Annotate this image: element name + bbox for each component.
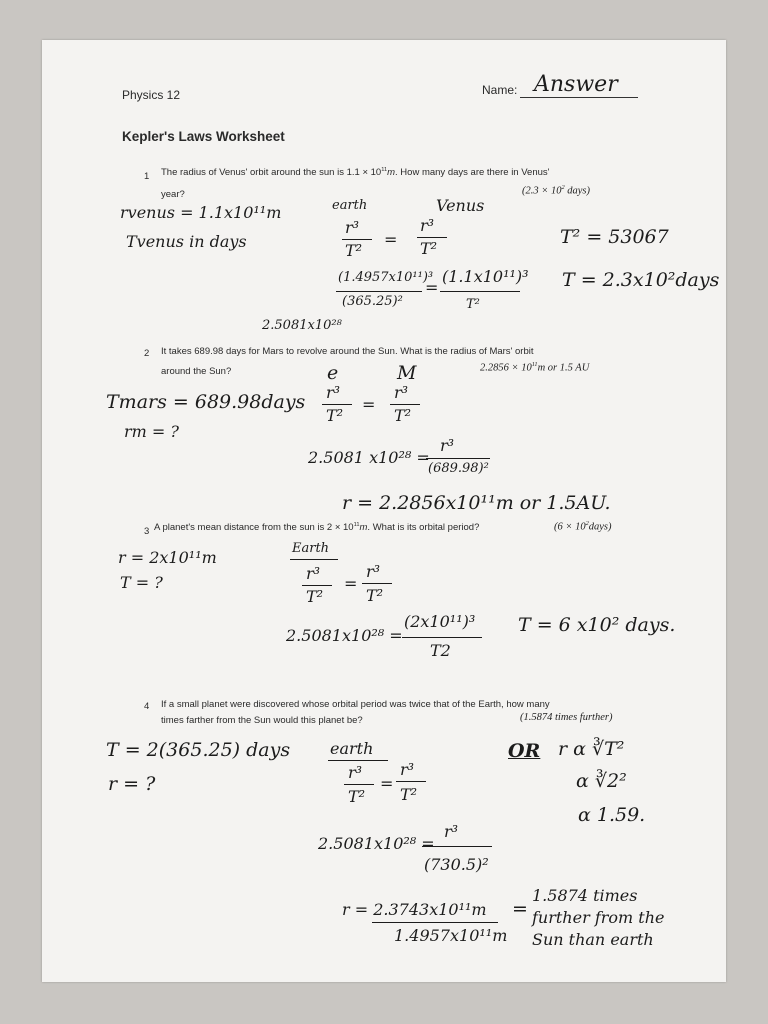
q1-t2-result: T² = 53067 xyxy=(560,226,669,248)
q2-eq-den-right: T² xyxy=(394,406,412,425)
q2-eq-sign: = xyxy=(362,395,376,414)
q1-eq-den-right: T² xyxy=(420,239,438,258)
q3-eq-bar-right xyxy=(362,583,392,584)
q4-alt-step2: α ∛2² xyxy=(576,770,627,792)
q2-eq-num-left: r³ xyxy=(326,383,341,402)
name-underline xyxy=(520,97,638,98)
q2-eq-num-right: r³ xyxy=(394,383,409,402)
q4-alt-step3: α 1.59. xyxy=(578,804,646,826)
q4-answer: (1.5874 times further) xyxy=(520,712,613,723)
q1-given-period: Tvenus in days xyxy=(126,232,247,251)
q1-sub-den-left: (365.25)² xyxy=(342,294,403,309)
q4-eq-num-left: r³ xyxy=(348,763,363,782)
q1-sub-num-left: (1.4957x10¹¹)³ xyxy=(338,270,434,285)
q2-number: 2 xyxy=(144,348,150,359)
q2-label-m: M xyxy=(397,362,417,384)
q1-label-venus: Venus xyxy=(436,196,485,215)
q4-number: 4 xyxy=(144,701,150,712)
q1-given-radius: rvenus = 1.1x10¹¹m xyxy=(120,203,282,222)
q4-label-earth: earth xyxy=(330,739,374,758)
q3-t-result: T = 6 x10² days. xyxy=(518,614,676,636)
q4-label-underline xyxy=(328,760,388,761)
q3-number: 3 xyxy=(144,526,150,537)
q2-eq-bar-right xyxy=(390,404,420,405)
q1-eq-bar-right xyxy=(417,237,447,238)
q4-eq-num-right: r³ xyxy=(400,760,415,779)
q3-eq-den-left: T² xyxy=(306,587,324,606)
q2-eq-den-left: T² xyxy=(326,406,344,425)
q4-ratio-bar xyxy=(372,922,498,923)
q1-sub-bar-right xyxy=(440,291,520,292)
q3-answer: $(6 \times 10^2days)$ xyxy=(554,520,612,533)
q2-sub-den: (689.98)² xyxy=(428,461,489,476)
q4-eq-bar-right xyxy=(396,781,426,782)
q3-given-radius: r = 2x10¹¹m xyxy=(118,548,217,567)
q4-text-line2: times farther from the Sun would this planet be? xyxy=(161,715,363,726)
q2-eq-bar-left xyxy=(322,404,352,405)
q4-conclusion-line3: Sun than earth xyxy=(532,930,654,949)
q2-sub-bar xyxy=(426,458,490,459)
q1-eq-sign: = xyxy=(384,230,398,249)
q3-sub-num: (2x10¹¹)³ xyxy=(404,612,476,631)
q4-conclusion-line1: 1.5874 times xyxy=(532,886,638,905)
q1-k-constant: 2.5081x10²⁸ xyxy=(262,318,342,333)
q4-or-label: OR xyxy=(508,740,541,762)
q3-sub-bar xyxy=(402,637,482,638)
q2-sub-left: 2.5081 x10²⁸ = xyxy=(308,448,430,467)
q2-label-e: e xyxy=(327,362,339,384)
q3-text-line1: A planet's mean distance from the sun is $2 \times 10^{11}m$. What is its orbital period? xyxy=(154,522,480,534)
q2-given-radius: rm = ? xyxy=(124,422,179,441)
q4-sub-left: 2.5081x10²⁸ = xyxy=(318,834,435,853)
q4-sub-den: (730.5)² xyxy=(424,855,489,874)
name-value: Answer xyxy=(534,72,618,97)
q4-eq-den-left: T² xyxy=(348,787,366,806)
q1-sub-den-right: T² xyxy=(466,297,480,312)
q3-eq-num-left: r³ xyxy=(306,564,321,583)
q4-eq-sign: = xyxy=(380,774,394,793)
q4-given-period: T = 2(365.25) days xyxy=(106,739,291,761)
q1-answer: ($2.3 \times 10^2$ days) xyxy=(522,184,590,197)
q1-sub-eq: = xyxy=(425,278,439,297)
q4-sub-num: r³ xyxy=(444,822,459,841)
q3-sub-left: 2.5081x10²⁸ = xyxy=(286,626,403,645)
q2-r-result: r = 2.2856x10¹¹m or 1.5AU. xyxy=(342,492,611,514)
q4-ratio-den: 1.4957x10¹¹m xyxy=(394,926,508,945)
q4-ratio-eq: = xyxy=(512,898,528,920)
q3-label-earth: Earth xyxy=(292,541,330,556)
q1-eq-bar-left xyxy=(342,239,372,240)
q2-sub-num: r³ xyxy=(440,436,455,455)
q4-conclusion-line2: further from the xyxy=(532,908,665,927)
q3-eq-den-right: T² xyxy=(366,586,384,605)
q4-eq-den-right: T² xyxy=(400,785,418,804)
q1-t-result: T = 2.3x10²days xyxy=(562,269,720,291)
q3-eq-bar-left xyxy=(302,585,332,586)
q1-sub-bar-left xyxy=(336,291,422,292)
q1-number: 1 xyxy=(144,171,150,182)
q4-ratio-num: r = 2.3743x10¹¹m xyxy=(342,900,487,919)
course-label: Physics 12 xyxy=(122,88,181,102)
q3-eq-num-right: r³ xyxy=(366,562,381,581)
q1-text-line1: The radius of Venus' orbit around the sun is $1.1 \times 10^{11}m$. How many days are there in Venus' xyxy=(161,167,550,179)
q3-given-period: T = ? xyxy=(120,573,163,592)
q2-text-line2: around the Sun? xyxy=(161,366,232,377)
q2-answer: $2.2856 \times 10^{11}m$ or 1.5 AU xyxy=(480,361,590,374)
worksheet-title: Kepler's Laws Worksheet xyxy=(122,129,285,144)
q4-given-radius: r = ? xyxy=(108,773,156,795)
q3-label-underline xyxy=(290,559,338,560)
q1-eq-num-left: r³ xyxy=(345,218,360,237)
q4-alt-step1: r α ∛T² xyxy=(558,738,625,760)
q2-text-line1: It takes 689.98 days for Mars to revolve around the Sun. What is the radius of Mars' orbit xyxy=(161,346,534,357)
q1-label-earth: earth xyxy=(332,198,368,213)
q1-eq-den-left: T² xyxy=(345,241,363,260)
q3-eq-sign: = xyxy=(344,574,358,593)
q1-eq-num-right: r³ xyxy=(420,216,435,235)
q4-eq-bar-left xyxy=(344,784,374,785)
q4-text-line1: If a small planet were discovered whose orbital period was twice that of the Earth, how many xyxy=(161,699,550,710)
name-label: Name: xyxy=(482,83,518,97)
q3-sub-den: T2 xyxy=(430,641,451,660)
q1-text-line2: year? xyxy=(161,189,185,200)
q2-given-period: Tmars = 689.98days xyxy=(106,391,306,413)
q1-sub-num-right: (1.1x10¹¹)³ xyxy=(442,267,529,286)
q4-sub-bar xyxy=(422,846,492,847)
worksheet-page xyxy=(42,40,726,982)
